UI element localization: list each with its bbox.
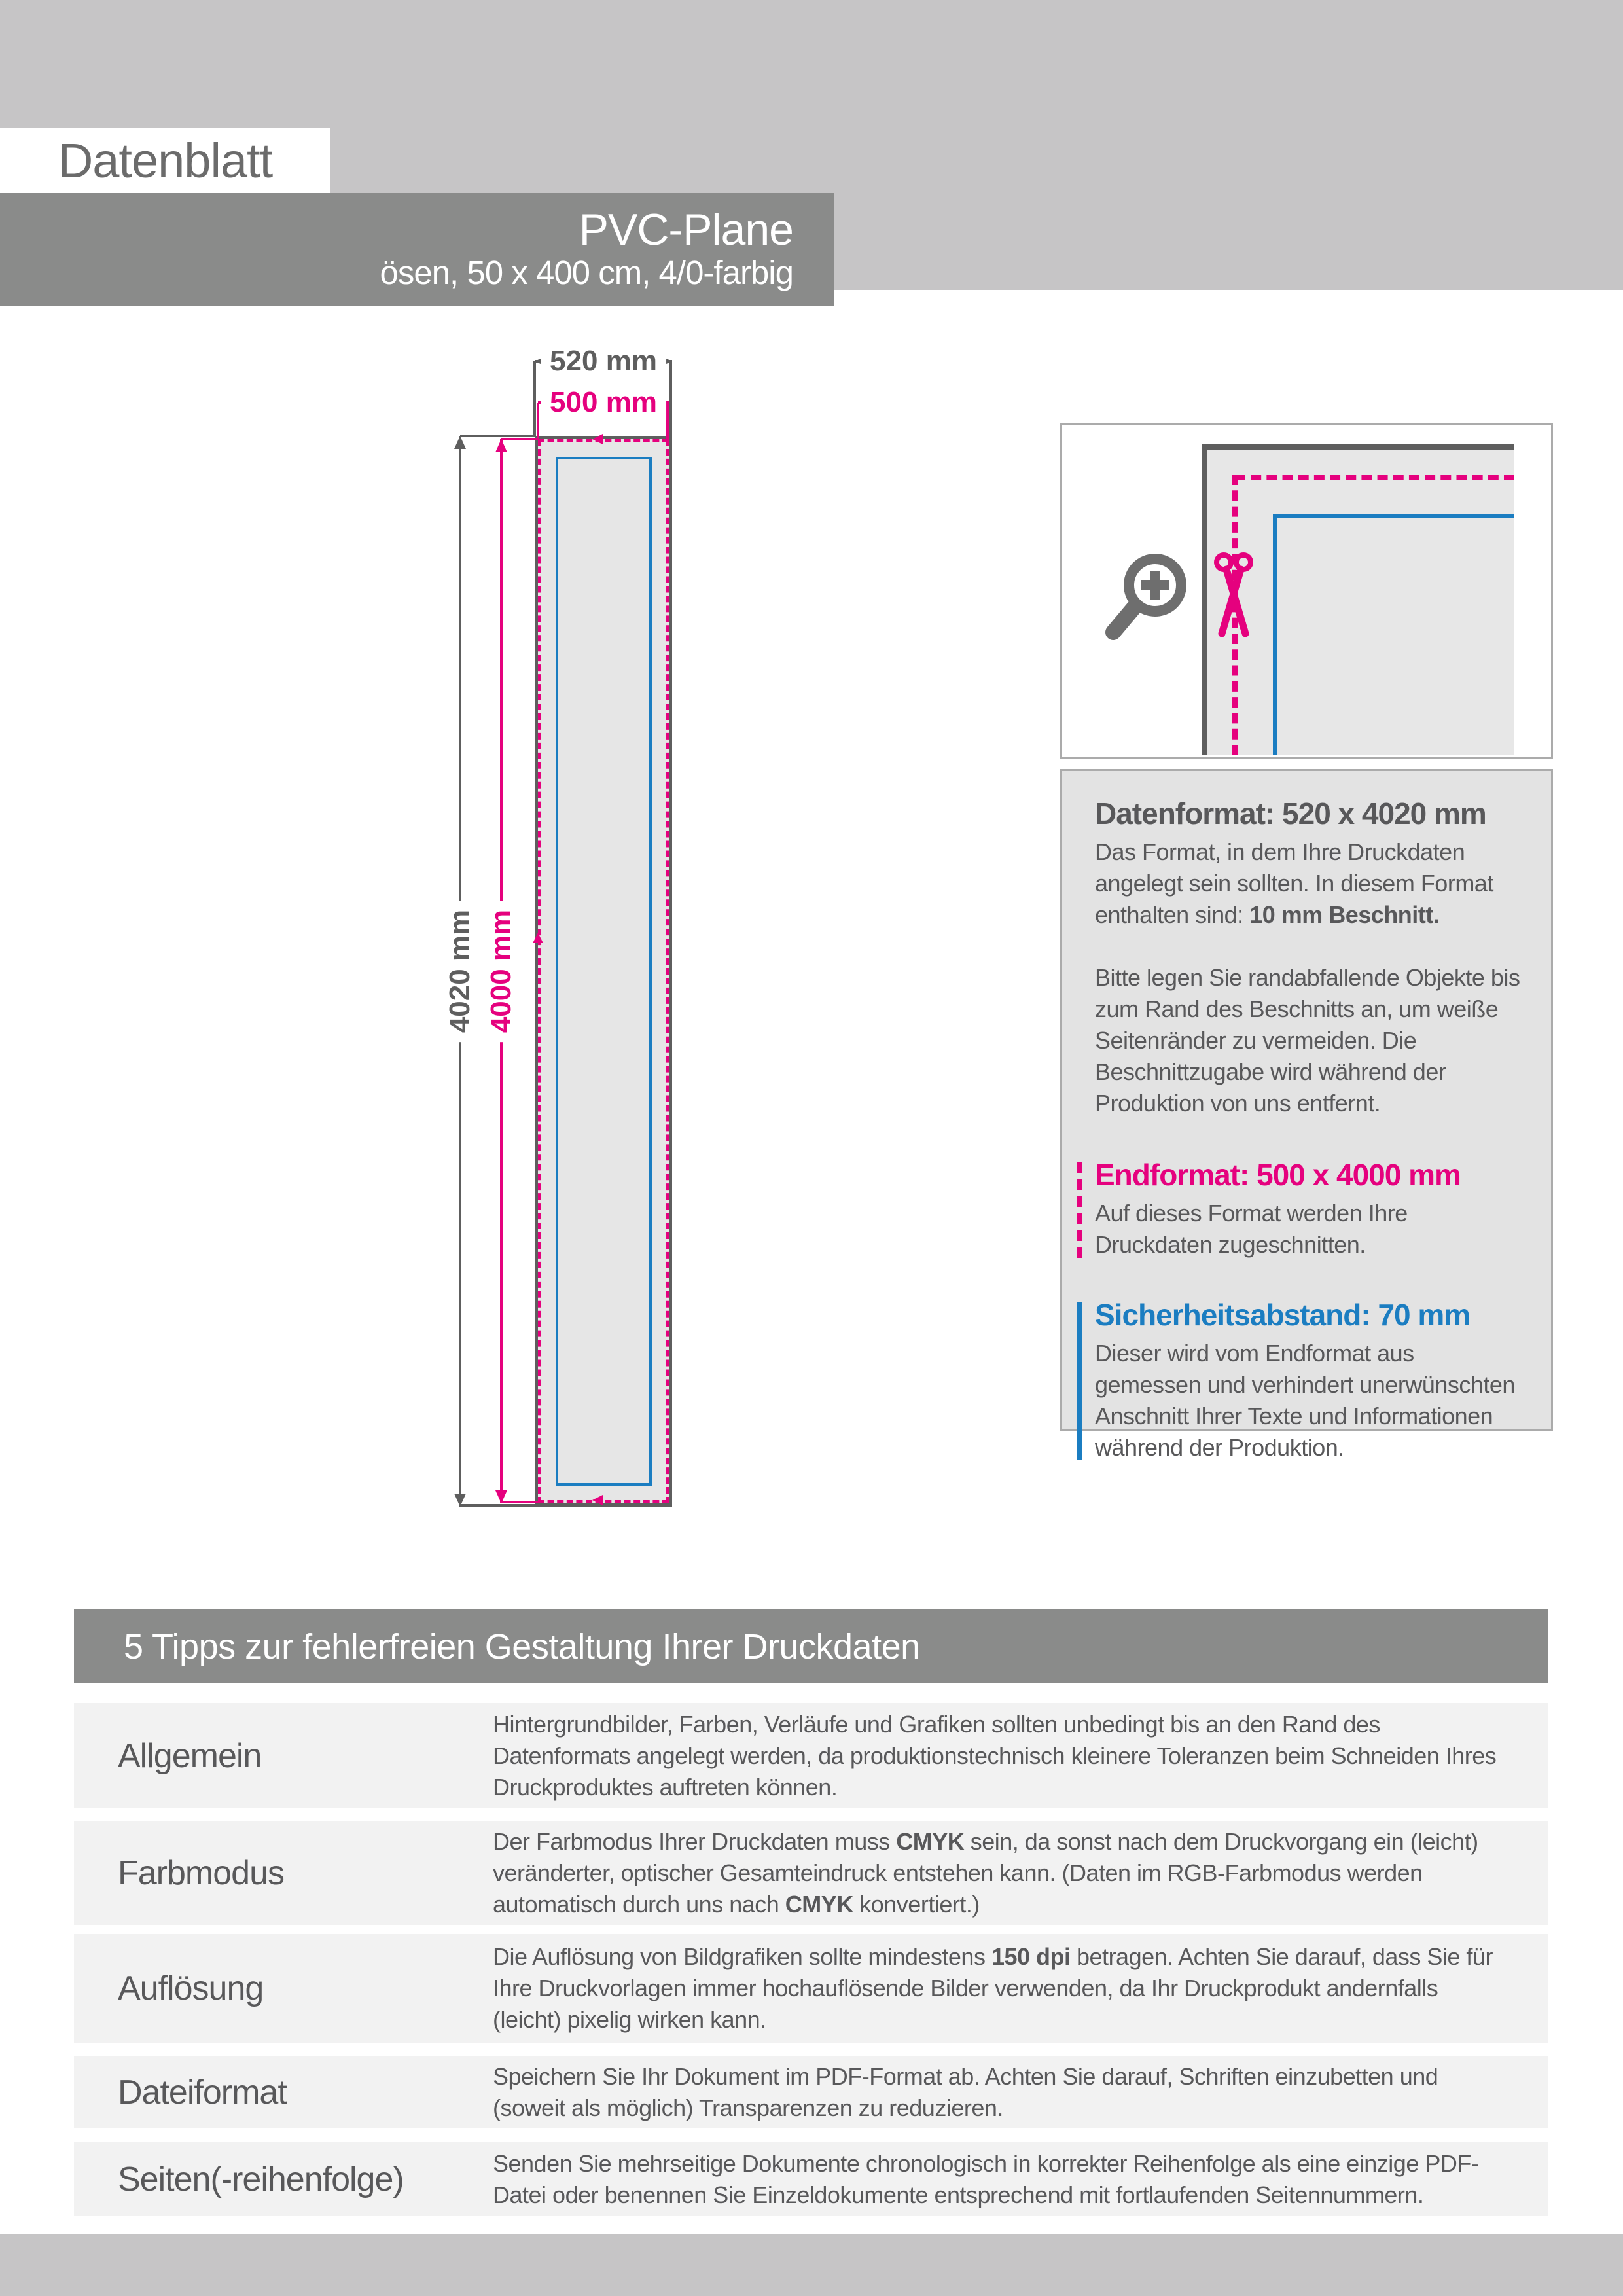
- corner-detail-box: [1060, 423, 1553, 759]
- tip-text: [493, 1941, 1501, 2036]
- tip-row-seitenreihenfolge: [74, 2142, 1548, 2216]
- tip-text-segment-bold: CMYK: [785, 1891, 853, 1918]
- detail-safety-line-v: [1273, 514, 1277, 755]
- dim-520-ext-right: [669, 361, 672, 436]
- doc-label: Datenblatt: [58, 133, 273, 188]
- dim-500-ext-left: [537, 403, 539, 439]
- tip-text-segment: betragen. Achten Sie darauf, dass Sie für Ihre Druckvorlagen immer hochauflösende Bilder verwenden, da Ihr Druckprodukt andernfalls (leicht) pixelig wirken kann.: [493, 1943, 1493, 2033]
- dim-4000-ext-bottom: [501, 1501, 538, 1503]
- detail-cutline-h: [1235, 475, 1514, 480]
- tip-text-segment: Die Auflösung von Bildgrafiken sollte mindestens: [493, 1943, 991, 1970]
- dim-520-label: 520 mm: [541, 344, 666, 379]
- endformat-section: [1095, 1157, 1522, 1261]
- dim-4000-label: 4000 mm: [484, 901, 519, 1042]
- product-subtitle: ösen, 50 x 400 cm, 4/0-farbig: [380, 254, 793, 292]
- safety-rect: [556, 457, 652, 1486]
- dim-4020-ext-bottom: [460, 1504, 535, 1507]
- dim-4020-ext-top: [460, 435, 535, 437]
- tip-row-allgemein: [74, 1703, 1548, 1808]
- datenformat-text-1: [1095, 836, 1522, 931]
- dim-4020-label: 4020 mm: [442, 901, 478, 1042]
- tip-label: Dateiformat: [118, 2073, 287, 2111]
- detail-dataformat-edge-h: [1202, 444, 1514, 450]
- dim-500-ext-right: [666, 403, 669, 439]
- tip-text-segment: Senden Sie mehrseitige Dokumente chronologisch in korrekter Reihenfolge als eine einzige PDF-Datei oder benennen Sie Einzeldokumente entsprechend mit fortlaufenden Seitennummern.: [493, 2149, 1479, 2208]
- endformat-title: Endformat: 500 x 4000 mm: [1095, 1158, 1461, 1192]
- scissors-icon: [1213, 551, 1255, 643]
- datenformat-section: [1095, 796, 1522, 1119]
- tip-label: Farbmodus: [118, 1854, 284, 1892]
- tip-text-segment: Speichern Sie Ihr Dokument im PDF-Format ab. Achten Sie darauf, Schriften einzubetten und (soweit als möglich) Transparenzen zu reduzieren.: [493, 2062, 1438, 2121]
- dim-4020-arrow-top-icon: [454, 436, 466, 449]
- magnifier-zoom-icon: [1100, 551, 1192, 649]
- tip-text-segment: sein, da sonst nach dem Druckvorgang ein (leicht) veränderter, optischer Gesamteindruck entstehen kann. (Daten im RGB-Farbmodus werden automatisch durch uns nach: [493, 1828, 1478, 1918]
- doc-label-box: [0, 128, 330, 193]
- tip-text: [493, 2148, 1501, 2211]
- tip-text: [493, 1709, 1501, 1803]
- dim-4000-ext-top: [501, 438, 538, 440]
- endformat-text: Auf dieses Format werden Ihre Druckdaten zugeschnitten.: [1095, 1200, 1408, 1258]
- tip-label: Seiten(-reihenfolge): [118, 2160, 404, 2198]
- tip-text: [493, 1826, 1501, 1920]
- tips-header-bar: [74, 1609, 1548, 1683]
- tip-row-farbmodus: [74, 1821, 1548, 1925]
- tip-text-segment-bold: 150 dpi: [991, 1943, 1071, 1970]
- datenformat-text-1-normal: Das Format, in dem Ihre Druckdaten angelegt sein sollten. In diesem Format enthalten sind:: [1095, 838, 1493, 928]
- cutline-mark-left-icon: [533, 933, 543, 943]
- format-info-panel: [1060, 769, 1553, 1461]
- cutline-mark-bottom-icon: [592, 1495, 603, 1505]
- detail-dataformat-edge-v: [1202, 444, 1207, 755]
- datenformat-title: Datenformat: 520 x 4020 mm: [1095, 797, 1486, 831]
- tip-label: Auflösung: [118, 1969, 264, 2007]
- tip-row-aufloesung: [74, 1934, 1548, 2043]
- sicherheitsabstand-title: Sicherheitsabstand: 70 mm: [1095, 1298, 1471, 1332]
- tip-label: Allgemein: [118, 1736, 262, 1775]
- dim-4000-arrow-top-icon: [495, 439, 507, 452]
- product-title: PVC-Plane: [579, 204, 793, 255]
- tips-title: 5 Tipps zur fehlerfreien Gestaltung Ihrer Druckdaten: [124, 1626, 920, 1666]
- sicherheitsabstand-section: [1095, 1297, 1522, 1463]
- tip-text-segment-bold: CMYK: [896, 1828, 965, 1855]
- sicherheitsabstand-text: Dieser wird vom Endformat aus gemessen und verhindert unerwünschten Anschnitt Ihrer Texte und Informationen während der Produktion.: [1095, 1340, 1515, 1461]
- detail-safety-line-h: [1273, 514, 1514, 518]
- footer-band: [0, 2234, 1623, 2296]
- cutline-mark-top-icon: [592, 434, 603, 444]
- tip-text: [493, 2061, 1501, 2124]
- tip-row-dateiformat: [74, 2056, 1548, 2128]
- datenformat-text-1-bold: 10 mm Beschnitt.: [1249, 901, 1440, 928]
- datenformat-text-2: Bitte legen Sie randabfallende Objekte bis zum Rand des Beschnitts an, um weiße Seitenränder zu vermeiden. Die Beschnittzugabe wird während der Produktion von uns entfernt.: [1095, 964, 1520, 1117]
- dim-500-label: 500 mm: [541, 385, 666, 420]
- tip-text-segment: Der Farbmodus Ihrer Druckdaten muss: [493, 1828, 897, 1855]
- tip-text-segment: konvertiert.): [853, 1891, 980, 1918]
- tip-text-segment: Hintergrundbilder, Farben, Verläufe und Grafiken sollten unbedingt bis an den Rand des Datenformats angelegt werden, da produktionstechnisch kleinere Toleranzen beim Schneiden Ihres Druckproduktes auftreten können.: [493, 1710, 1497, 1801]
- product-title-box: [0, 193, 834, 306]
- dim-520-ext-left: [533, 361, 536, 436]
